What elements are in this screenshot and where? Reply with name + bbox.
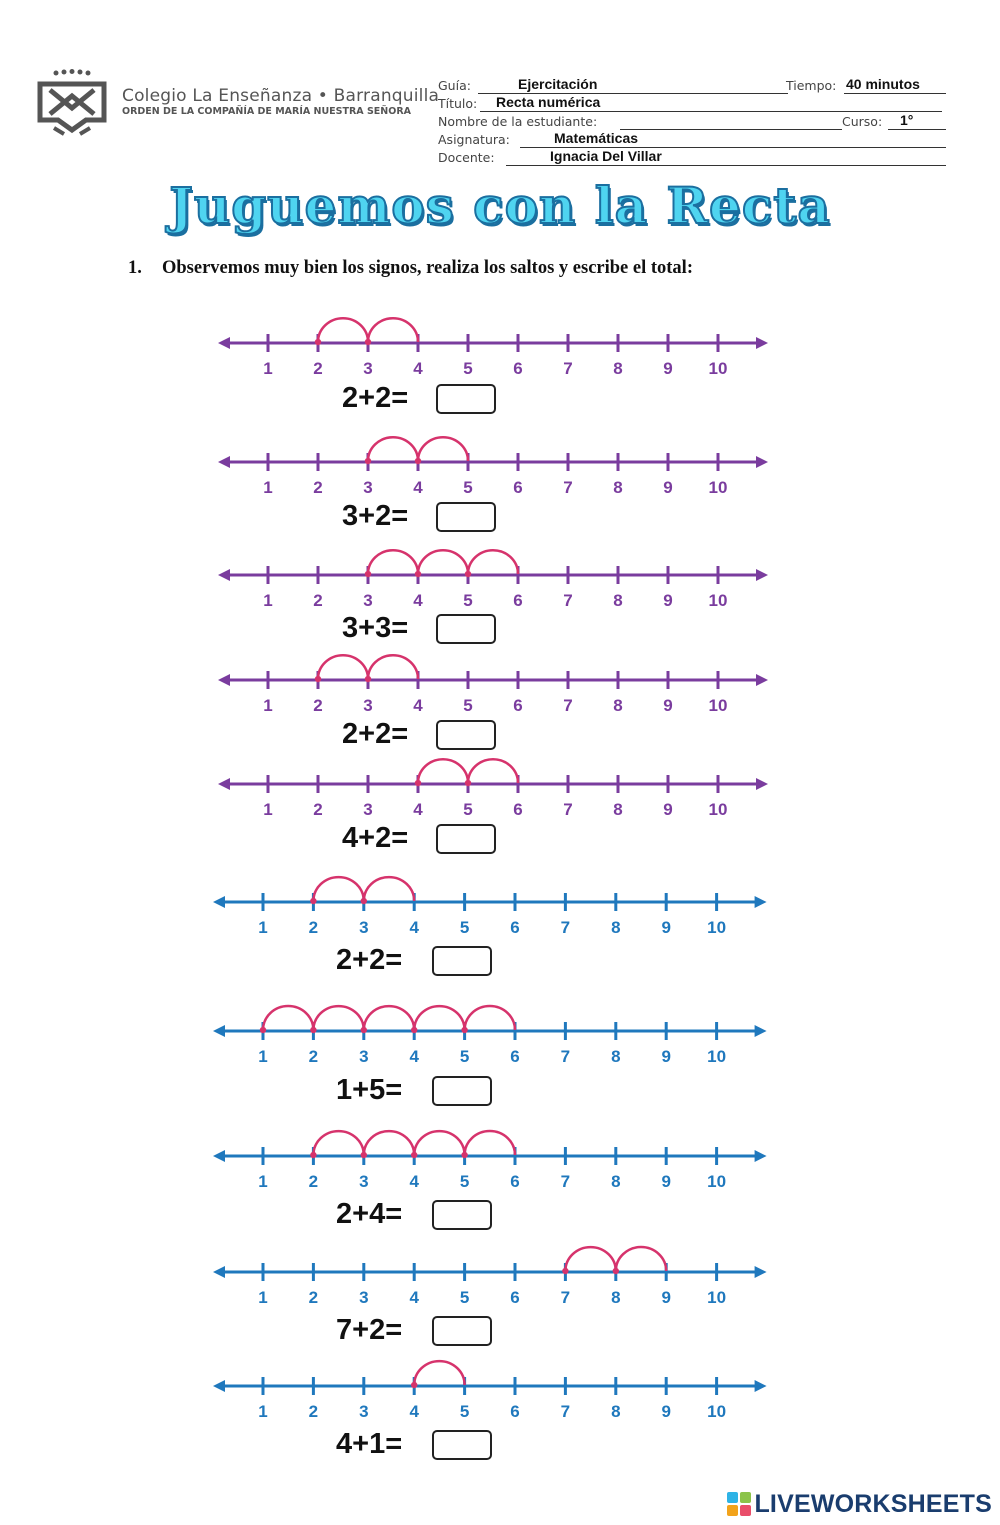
tick-label-6: 6 xyxy=(510,1047,520,1066)
instruction-text: Observemos muy bien los signos, realiza los saltos y escribe el total: xyxy=(162,258,693,278)
tick-label-6: 6 xyxy=(510,918,520,937)
jump-dot xyxy=(465,571,471,577)
answer-box-8[interactable] xyxy=(432,1200,492,1230)
equation-6: 2+2= xyxy=(336,944,403,976)
tick-label-10: 10 xyxy=(708,591,728,610)
tick-label-10: 10 xyxy=(708,696,728,715)
tick-label-1: 1 xyxy=(258,1288,268,1307)
tick-label-7: 7 xyxy=(563,359,573,378)
arrow-left-icon xyxy=(218,569,230,581)
nombre-label: Nombre de la estudiante: xyxy=(438,114,598,129)
tick-label-9: 9 xyxy=(661,1172,671,1191)
docente-label: Docente: xyxy=(438,150,495,165)
tick-label-6: 6 xyxy=(510,1172,520,1191)
tick-label-2: 2 xyxy=(313,591,323,610)
jump-arc xyxy=(414,1006,464,1030)
equation-10: 4+1= xyxy=(336,1428,403,1460)
equation-8: 2+4= xyxy=(336,1198,403,1230)
titulo-value[interactable]: Recta numérica xyxy=(496,94,601,110)
tick-label-2: 2 xyxy=(308,918,319,937)
tick-label-8: 8 xyxy=(613,591,623,610)
arrow-left-icon xyxy=(218,456,230,468)
tick-label-4: 4 xyxy=(409,1047,419,1066)
tick-label-8: 8 xyxy=(611,1047,621,1066)
jump-dot xyxy=(310,1027,316,1033)
tick-label-10: 10 xyxy=(708,478,728,497)
number-line-4 xyxy=(218,655,768,715)
arrow-right-icon xyxy=(755,1266,767,1278)
tick-label-6: 6 xyxy=(510,1288,520,1307)
tick-label-10: 10 xyxy=(708,359,728,378)
tick-label-8: 8 xyxy=(611,918,621,937)
jump-dot xyxy=(613,1268,619,1274)
tick-label-7: 7 xyxy=(560,1172,571,1191)
tick-label-8: 8 xyxy=(613,359,623,378)
tick-label-3: 3 xyxy=(359,1288,369,1307)
school-name: Colegio La Enseñanza • Barranquilla xyxy=(122,86,440,106)
tick-label-7: 7 xyxy=(560,1402,571,1421)
asignatura-label: Asignatura: xyxy=(438,132,510,147)
tick-label-1: 1 xyxy=(258,918,268,937)
tick-label-3: 3 xyxy=(363,800,373,819)
tick-label-6: 6 xyxy=(513,591,523,610)
tick-label-6: 6 xyxy=(513,478,523,497)
jump-dot xyxy=(310,898,316,904)
jump-arc xyxy=(565,1247,615,1271)
tick-label-4: 4 xyxy=(409,1288,419,1307)
jump-arc xyxy=(616,1247,666,1271)
arrow-right-icon xyxy=(756,569,768,581)
equation-5: 4+2= xyxy=(342,822,409,854)
arrow-left-icon xyxy=(218,674,230,686)
tick-label-2: 2 xyxy=(308,1047,319,1066)
jump-arc xyxy=(318,318,368,342)
tick-label-3: 3 xyxy=(359,1402,369,1421)
jump-arc xyxy=(368,318,418,342)
tick-label-9: 9 xyxy=(661,1288,671,1307)
answer-box-3[interactable] xyxy=(436,614,496,644)
jump-dot xyxy=(465,780,471,786)
tick-label-3: 3 xyxy=(363,591,373,610)
curso-label: Curso: xyxy=(842,114,883,129)
tick-label-5: 5 xyxy=(463,478,473,497)
tick-label-3: 3 xyxy=(363,478,373,497)
tick-label-4: 4 xyxy=(413,359,423,378)
jump-arc xyxy=(318,655,368,679)
asignatura-value[interactable]: Matemáticas xyxy=(554,130,639,146)
answer-box-4[interactable] xyxy=(436,720,496,750)
tick-label-10: 10 xyxy=(707,1047,727,1066)
jump-arc xyxy=(418,437,468,461)
jump-dot xyxy=(361,1152,367,1158)
number-line-3 xyxy=(218,550,768,610)
tick-label-5: 5 xyxy=(459,1172,470,1191)
jump-arc xyxy=(465,1006,515,1030)
liveworksheets-brand xyxy=(727,1489,992,1519)
tick-label-9: 9 xyxy=(661,1047,671,1066)
tick-label-7: 7 xyxy=(560,1047,571,1066)
tick-label-1: 1 xyxy=(258,1172,268,1191)
number-line-9 xyxy=(213,1247,767,1307)
tick-label-8: 8 xyxy=(613,478,623,497)
tick-label-8: 8 xyxy=(611,1288,621,1307)
number-line-5 xyxy=(218,759,768,819)
tick-label-7: 7 xyxy=(560,918,571,937)
arrow-right-icon xyxy=(756,778,768,790)
tick-label-9: 9 xyxy=(661,918,671,937)
tick-label-6: 6 xyxy=(513,359,523,378)
liveworksheets-logo-icon xyxy=(727,1492,751,1516)
tick-label-10: 10 xyxy=(707,918,727,937)
equation-1: 2+2= xyxy=(342,382,409,414)
jump-dot xyxy=(365,339,371,345)
answer-box-2[interactable] xyxy=(436,502,496,532)
brand-text: LIVEWORKSHEETS xyxy=(754,1489,992,1518)
tiempo-label: Tiempo: xyxy=(786,78,837,93)
tick-label-5: 5 xyxy=(463,591,473,610)
tick-label-9: 9 xyxy=(663,359,673,378)
jump-dot xyxy=(365,458,371,464)
tick-label-10: 10 xyxy=(707,1172,727,1191)
jump-dot xyxy=(260,1027,266,1033)
arrow-right-icon xyxy=(755,1150,767,1162)
tick-label-9: 9 xyxy=(663,800,673,819)
arrow-left-icon xyxy=(213,1266,225,1278)
jump-arc xyxy=(418,550,468,574)
guia-label: Guía: xyxy=(438,78,471,93)
tick-label-6: 6 xyxy=(513,800,523,819)
tick-label-5: 5 xyxy=(463,696,473,715)
tick-label-4: 4 xyxy=(409,1172,419,1191)
tick-label-9: 9 xyxy=(663,478,673,497)
jump-arc xyxy=(263,1006,313,1030)
tick-label-5: 5 xyxy=(463,800,473,819)
tick-label-1: 1 xyxy=(263,478,273,497)
tick-label-7: 7 xyxy=(560,1288,571,1307)
tick-label-2: 2 xyxy=(313,800,323,819)
equation-3: 3+3= xyxy=(342,612,409,644)
arrow-left-icon xyxy=(213,1380,225,1392)
jump-dot xyxy=(411,1027,417,1033)
jump-dot xyxy=(365,571,371,577)
curso-value[interactable]: 1° xyxy=(900,112,914,128)
tick-label-6: 6 xyxy=(513,696,523,715)
tick-label-5: 5 xyxy=(463,359,473,378)
tick-label-4: 4 xyxy=(413,591,423,610)
jump-dot xyxy=(562,1268,568,1274)
docente-value[interactable]: Ignacia Del Villar xyxy=(550,148,662,164)
tick-label-6: 6 xyxy=(510,1402,520,1421)
tick-label-5: 5 xyxy=(459,1402,470,1421)
tick-label-1: 1 xyxy=(258,1402,268,1421)
jump-dot xyxy=(415,571,421,577)
jump-dot xyxy=(361,898,367,904)
tick-label-1: 1 xyxy=(263,591,273,610)
jump-dot xyxy=(461,1152,467,1158)
jump-dot xyxy=(415,780,421,786)
tick-label-7: 7 xyxy=(563,800,573,819)
jump-arc xyxy=(364,1131,414,1155)
arrow-left-icon xyxy=(218,337,230,349)
number-line-2 xyxy=(218,437,768,497)
equation-9: 7+2= xyxy=(336,1314,403,1346)
jump-dot xyxy=(461,1027,467,1033)
tick-label-8: 8 xyxy=(613,696,623,715)
tick-label-2: 2 xyxy=(308,1288,319,1307)
worksheet-title: Juguemos con la Recta xyxy=(169,176,831,235)
tick-label-1: 1 xyxy=(258,1047,268,1066)
jump-arc xyxy=(364,1006,414,1030)
jump-arc xyxy=(468,550,518,574)
tick-label-8: 8 xyxy=(611,1402,621,1421)
titulo-label: Título: xyxy=(438,96,478,111)
answer-box-1[interactable] xyxy=(436,384,496,414)
arrow-right-icon xyxy=(756,337,768,349)
tick-label-1: 1 xyxy=(263,359,273,378)
tick-label-7: 7 xyxy=(563,696,573,715)
equation-7: 1+5= xyxy=(336,1074,403,1106)
equation-4: 2+2= xyxy=(342,718,409,750)
jump-dot xyxy=(310,1152,316,1158)
jump-arc xyxy=(418,759,468,783)
tick-label-2: 2 xyxy=(313,696,323,715)
tick-label-4: 4 xyxy=(409,918,419,937)
arrow-left-icon xyxy=(213,1150,225,1162)
tick-label-1: 1 xyxy=(263,800,273,819)
jump-arc xyxy=(368,550,418,574)
answer-box-6[interactable] xyxy=(432,946,492,976)
guia-value[interactable]: Ejercitación xyxy=(518,76,598,92)
jump-dot xyxy=(411,1152,417,1158)
tick-label-8: 8 xyxy=(611,1172,621,1191)
tick-label-3: 3 xyxy=(363,696,373,715)
arrow-left-icon xyxy=(213,1025,225,1037)
jump-dot xyxy=(411,1382,417,1388)
tick-label-9: 9 xyxy=(661,1402,671,1421)
number-line-10 xyxy=(213,1361,767,1421)
tick-label-4: 4 xyxy=(413,800,423,819)
jump-arc xyxy=(368,437,418,461)
answer-box-10[interactable] xyxy=(432,1430,492,1460)
tick-label-4: 4 xyxy=(413,478,423,497)
jump-arc xyxy=(313,1006,363,1030)
tick-label-10: 10 xyxy=(707,1288,727,1307)
number-line-8 xyxy=(213,1131,767,1191)
tick-label-5: 5 xyxy=(459,1288,470,1307)
tick-label-3: 3 xyxy=(359,1172,369,1191)
answer-box-7[interactable] xyxy=(432,1076,492,1106)
tick-label-10: 10 xyxy=(707,1402,727,1421)
tick-label-4: 4 xyxy=(409,1402,419,1421)
tick-label-10: 10 xyxy=(708,800,728,819)
tick-label-9: 9 xyxy=(663,591,673,610)
arrow-right-icon xyxy=(755,1380,767,1392)
jump-arc xyxy=(364,877,414,901)
tick-label-7: 7 xyxy=(563,591,573,610)
number-line-7 xyxy=(213,1006,767,1066)
school-order: ORDEN DE LA COMPAÑÍA DE MARÍA NUESTRA SEÑORA xyxy=(122,106,411,117)
jump-arc xyxy=(468,759,518,783)
jump-arc xyxy=(414,1131,464,1155)
jump-arc xyxy=(414,1361,464,1385)
instruction-number: 1. xyxy=(128,258,142,278)
answer-box-9[interactable] xyxy=(432,1316,492,1346)
tick-label-4: 4 xyxy=(413,696,423,715)
tick-label-1: 1 xyxy=(263,696,273,715)
jump-dot xyxy=(361,1027,367,1033)
answer-box-5[interactable] xyxy=(436,824,496,854)
arrow-left-icon xyxy=(213,896,225,908)
tick-label-8: 8 xyxy=(613,800,623,819)
tick-label-5: 5 xyxy=(459,1047,470,1066)
jump-arc xyxy=(313,877,363,901)
tick-label-5: 5 xyxy=(459,918,470,937)
jump-arc xyxy=(465,1131,515,1155)
tick-label-3: 3 xyxy=(359,918,369,937)
jump-dot xyxy=(315,676,321,682)
arrow-right-icon xyxy=(755,1025,767,1037)
arrow-right-icon xyxy=(756,674,768,686)
tick-label-2: 2 xyxy=(308,1172,319,1191)
tick-label-2: 2 xyxy=(313,478,323,497)
tick-label-3: 3 xyxy=(359,1047,369,1066)
equation-2: 3+2= xyxy=(342,500,409,532)
tick-label-2: 2 xyxy=(313,359,323,378)
jump-dot xyxy=(415,458,421,464)
jump-arc xyxy=(368,655,418,679)
number-line-1 xyxy=(218,318,768,378)
jump-dot xyxy=(365,676,371,682)
tick-label-3: 3 xyxy=(363,359,373,378)
number-line-6 xyxy=(213,877,767,937)
tick-label-2: 2 xyxy=(308,1402,319,1421)
arrow-left-icon xyxy=(218,778,230,790)
jump-dot xyxy=(315,339,321,345)
tick-label-9: 9 xyxy=(663,696,673,715)
tiempo-value[interactable]: 40 minutos xyxy=(846,76,920,92)
jump-arc xyxy=(313,1131,363,1155)
arrow-right-icon xyxy=(755,896,767,908)
arrow-right-icon xyxy=(756,456,768,468)
tick-label-7: 7 xyxy=(563,478,573,497)
